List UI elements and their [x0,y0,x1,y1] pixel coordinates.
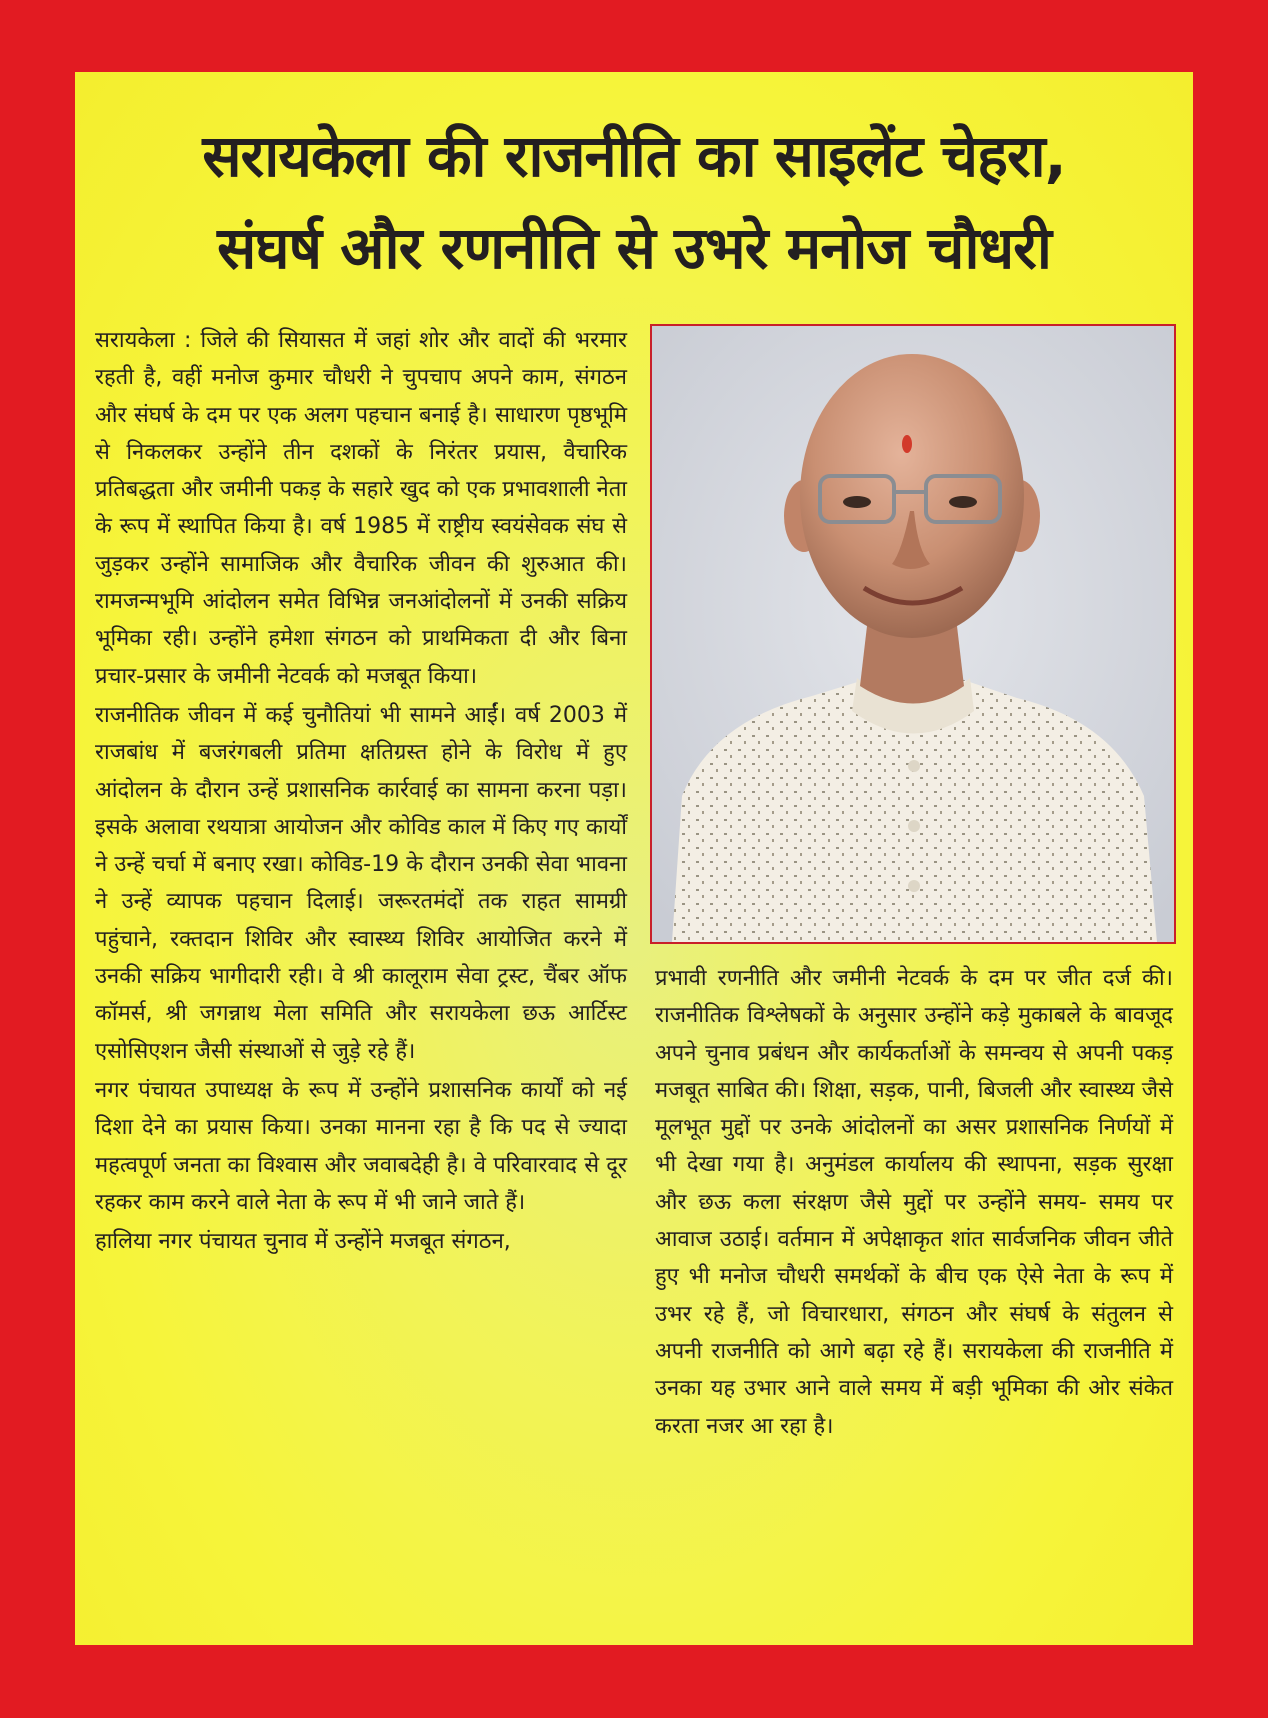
portrait-illustration [652,326,1174,942]
headline-line-1: सरायकेला की राजनीति का साइलेंट चेहरा, [202,122,1066,190]
headline-line-2: संघर्ष और रणनीति से उभरे मनोज चौधरी [217,214,1051,282]
right-paragraph-1: प्रभावी रणनीति और जमीनी नेटवर्क के दम पर जीत दर्ज की। राजनीतिक विश्लेषकों के अनुसार उन्होंने कड़े मुकाबले के बावजूद अपने चुनाव प्रबंधन और कार्यकर्ताओं के समन्वय से अपनी पकड़ मजबूत साबित की। शिक्षा, सड़क, पानी, बिजली और स्वास्थ्य जैसे मूलभूत मुद्दों पर उनके आंदोलनों का असर प्रशासनिक निर्णयों में भी देखा गया है। अनुमंडल कार्यालय की स्थापना, सड़क सुरक्षा और छऊ कला संरक्षण जैसे मुद्दों पर उन्होंने समय- समय पर आवाज उठाई। वर्तमान में अपेक्षाकृत शांत सार्वजनिक जीवन जीते हुए भी मनोज चौधरी समर्थकों के बीच एक ऐसे नेता के रूप में उभर रहे हैं, जो विचारधारा, संगठन और संघर्ष के संतुलन से अपनी राजनीति को आगे बढ़ा रहे हैं। सरायकेला की राजनीति में उनका यह उभार आने वाले समय में बड़ी भूमिका की ओर संकेत करता नजर आ रहा है। [655,966,1173,1439]
left-paragraph-2: राजनीतिक जीवन में कई चुनौतियां भी सामने आईं। वर्ष 2003 में राजबांध में बजरंगबली प्रतिमा क्षतिग्रस्त होने के विरोध में हुए आंदोलन के दौरान उन्हें प्रशासनिक कार्रवाई का सामना करना पड़ा। इसके अलावा रथयात्रा आयोजन और कोविड काल में किए गए कार्यों ने उन्हें चर्चा में बनाए रखा। कोविड-19 के दौरान उनकी सेवा भावना ने उन्हें व्यापक पहचान दिलाई। जरूरतमंदों तक राहत सामग्री पहुंचाने, रक्तदान शिविर और स्वास्थ्य शिविर आयोजित करने में उनकी सक्रिय भागीदारी रही। वे श्री कालूराम सेवा ट्रस्ट, चैंबर ऑफ कॉमर्स, श्री जगन्नाथ मेला समिति और सरायकेला छऊ आर्टिस्ट एसोसिएशन जैसी संस्थाओं से जुड़े रहे हैं। [95,702,628,1064]
left-paragraph-1: सरायकेला : जिले की सियासत में जहां शोर और वादों की भरमार रहती है, वहीं मनोज कुमार चौधरी ने चुपचाप अपने काम, संगठन और संघर्ष के दम पर एक अलग पहचान बनाई है। साधारण पृष्ठभूमि से निकलकर उन्होंने तीन दशकों के निरंतर प्रयास, वैचारिक प्रतिबद्धता और जमीनी पकड़ के सहारे खुद को एक प्रभावशाली नेता के रूप में स्थापित किया है। वर्ष 1985 में राष्ट्रीय स्वयंसेवक संघ से जुड़कर उन्होंने सामाजिक और वैचारिक जीवन की शुरुआत की। रामजन्मभूमि आंदोलन समेत विभिन्न जनआंदोलनों में उनकी सक्रिय भूमिका रही। उन्होंने हमेशा संगठन को प्राथमिकता दी और बिना प्रचार-प्रसार के जमीनी नेटवर्क को मजबूत किया। [95,328,627,689]
left-column [95,322,627,1262]
left-paragraph-4: हालिया नगर पंचायत चुनाव में उन्होंने मजबूत संगठन, [95,1229,511,1255]
article-page [75,72,1193,1645]
left-paragraph-3: नगर पंचायत उपाध्यक्ष के रूप में उन्होंने प्रशासनिक कार्यों को नई दिशा देने का प्रयास किया। उनका मानना रहा है कि पद से ज्यादा महत्वपूर्ण जनता का विश्वास और जवाबदेही है। वे परिवारवाद से दूर रहकर काम करने वाले नेता के रूप में भी जाने जाते हैं। [95,1077,627,1215]
portrait-photo [650,324,1176,944]
right-column [655,960,1173,1447]
headline [75,110,1193,294]
